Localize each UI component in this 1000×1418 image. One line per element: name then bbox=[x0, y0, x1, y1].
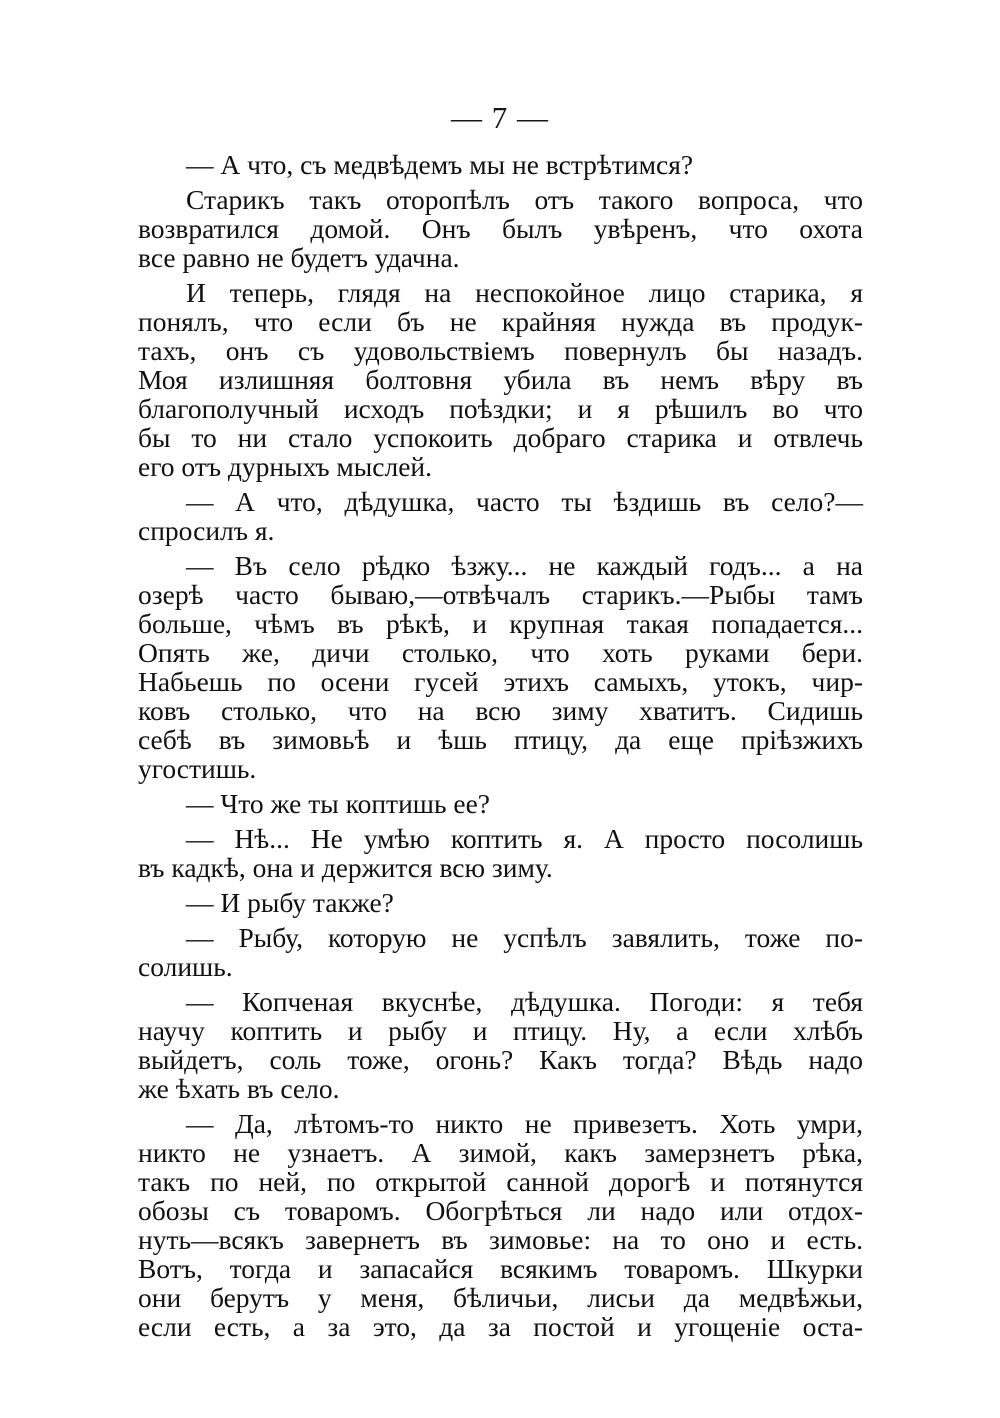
text-line: Опять же, дичи столько, что хоть руками бери. bbox=[138, 637, 863, 668]
text-line: озерѣ часто бываю,—отвѣчалъ старикъ.—Рыбы тамъ bbox=[138, 579, 863, 610]
text-line: благополучный исходъ поѣздки; и я рѣшилъ во что bbox=[138, 393, 863, 424]
text-line: — А что, дѣдушка, часто ты ѣздишь въ село?— bbox=[186, 486, 863, 517]
body-text bbox=[138, 150, 863, 1341]
text-line: научу коптить и рыбу и птицу. Ну, а если хлѣбъ bbox=[138, 1015, 863, 1046]
text-line: И теперь, глядя на неспокойное лицо старика, я bbox=[186, 277, 863, 308]
text-line: обозы съ товаромъ. Обогрѣться ли надо или отдох- bbox=[138, 1195, 863, 1226]
text-line: Набьешь по осени гусей этихъ самыхъ, утокъ, чир- bbox=[138, 666, 863, 697]
text-line: спросилъ я. bbox=[138, 515, 275, 546]
text-line: себѣ въ зимовьѣ и ѣшь птицу, да еще пріѣзжихъ bbox=[138, 724, 863, 755]
text-line: — Въ село рѣдко ѣзжу... не каждый годъ... а на bbox=[186, 550, 863, 581]
text-line: въ кадкѣ, она и держится всю зиму. bbox=[138, 852, 553, 883]
text-line: выйдетъ, соль тоже, огонь? Какъ тогда? Вѣдь надо bbox=[138, 1044, 863, 1075]
text-line: Вотъ, тогда и запасайся всякимъ товаромъ. Шкурки bbox=[138, 1253, 863, 1284]
text-line: такъ по ней, по открытой санной дорогѣ и потянутся bbox=[138, 1166, 863, 1197]
text-line: солишь. bbox=[138, 951, 233, 982]
text-line: его отъ дурныхъ мыслей. bbox=[138, 451, 433, 482]
text-line: же ѣхать въ село. bbox=[138, 1073, 340, 1104]
text-line: — А что, съ медвѣдемъ мы не встрѣтимся? bbox=[186, 149, 694, 180]
text-line: — Да, лѣтомъ-то никто не привезетъ. Хоть умри, bbox=[186, 1108, 863, 1139]
text-line: тахъ, онъ съ удовольствіемъ повернулъ бы назадъ. bbox=[138, 335, 863, 366]
text-line: они берутъ у меня, бѣличьи, лисьи да медвѣжьи, bbox=[138, 1282, 863, 1313]
text-line: — Нѣ... Не умѣю коптить я. А просто посолишь bbox=[186, 823, 863, 854]
text-line: — Рыбу, которую не успѣлъ завялить, тоже по- bbox=[186, 922, 863, 953]
text-line: если есть, а за это, да за постой и угощеніе оста- bbox=[138, 1311, 863, 1342]
text-line: бы то ни стало успокоить добраго старика и отвлечь bbox=[138, 422, 863, 453]
text-line: больше, чѣмъ въ рѣкѣ, и крупная такая попадается... bbox=[138, 608, 863, 639]
text-line: ковъ столько, что на всю зиму хватитъ. Сидишь bbox=[138, 695, 863, 726]
text-line: возвратился домой. Онъ былъ увѣренъ, что охота bbox=[138, 213, 863, 244]
text-line: нуть—всякъ завернетъ въ зимовье: на то оно и есть. bbox=[138, 1224, 863, 1255]
text-line: — Копченая вкуснѣе, дѣдушка. Погоди: я тебя bbox=[186, 986, 863, 1017]
text-line: Старикъ такъ оторопѣлъ отъ такого вопроса, что bbox=[186, 184, 863, 215]
text-line: все равно не будетъ удачна. bbox=[138, 242, 460, 273]
text-line: понялъ, что если бъ не крайняя нужда въ продук- bbox=[138, 306, 863, 337]
text-line: — Что же ты коптишь ее? bbox=[186, 788, 490, 819]
text-line: угостишь. bbox=[138, 753, 257, 784]
text-line: Моя излишняя болтовня убила въ немъ вѣру въ bbox=[138, 364, 863, 395]
text-line: — И рыбу также? bbox=[186, 887, 394, 918]
text-line: никто не узнаетъ. А зимой, какъ замерзнетъ рѣка, bbox=[138, 1137, 863, 1168]
page-number: — 7 — bbox=[451, 100, 549, 135]
